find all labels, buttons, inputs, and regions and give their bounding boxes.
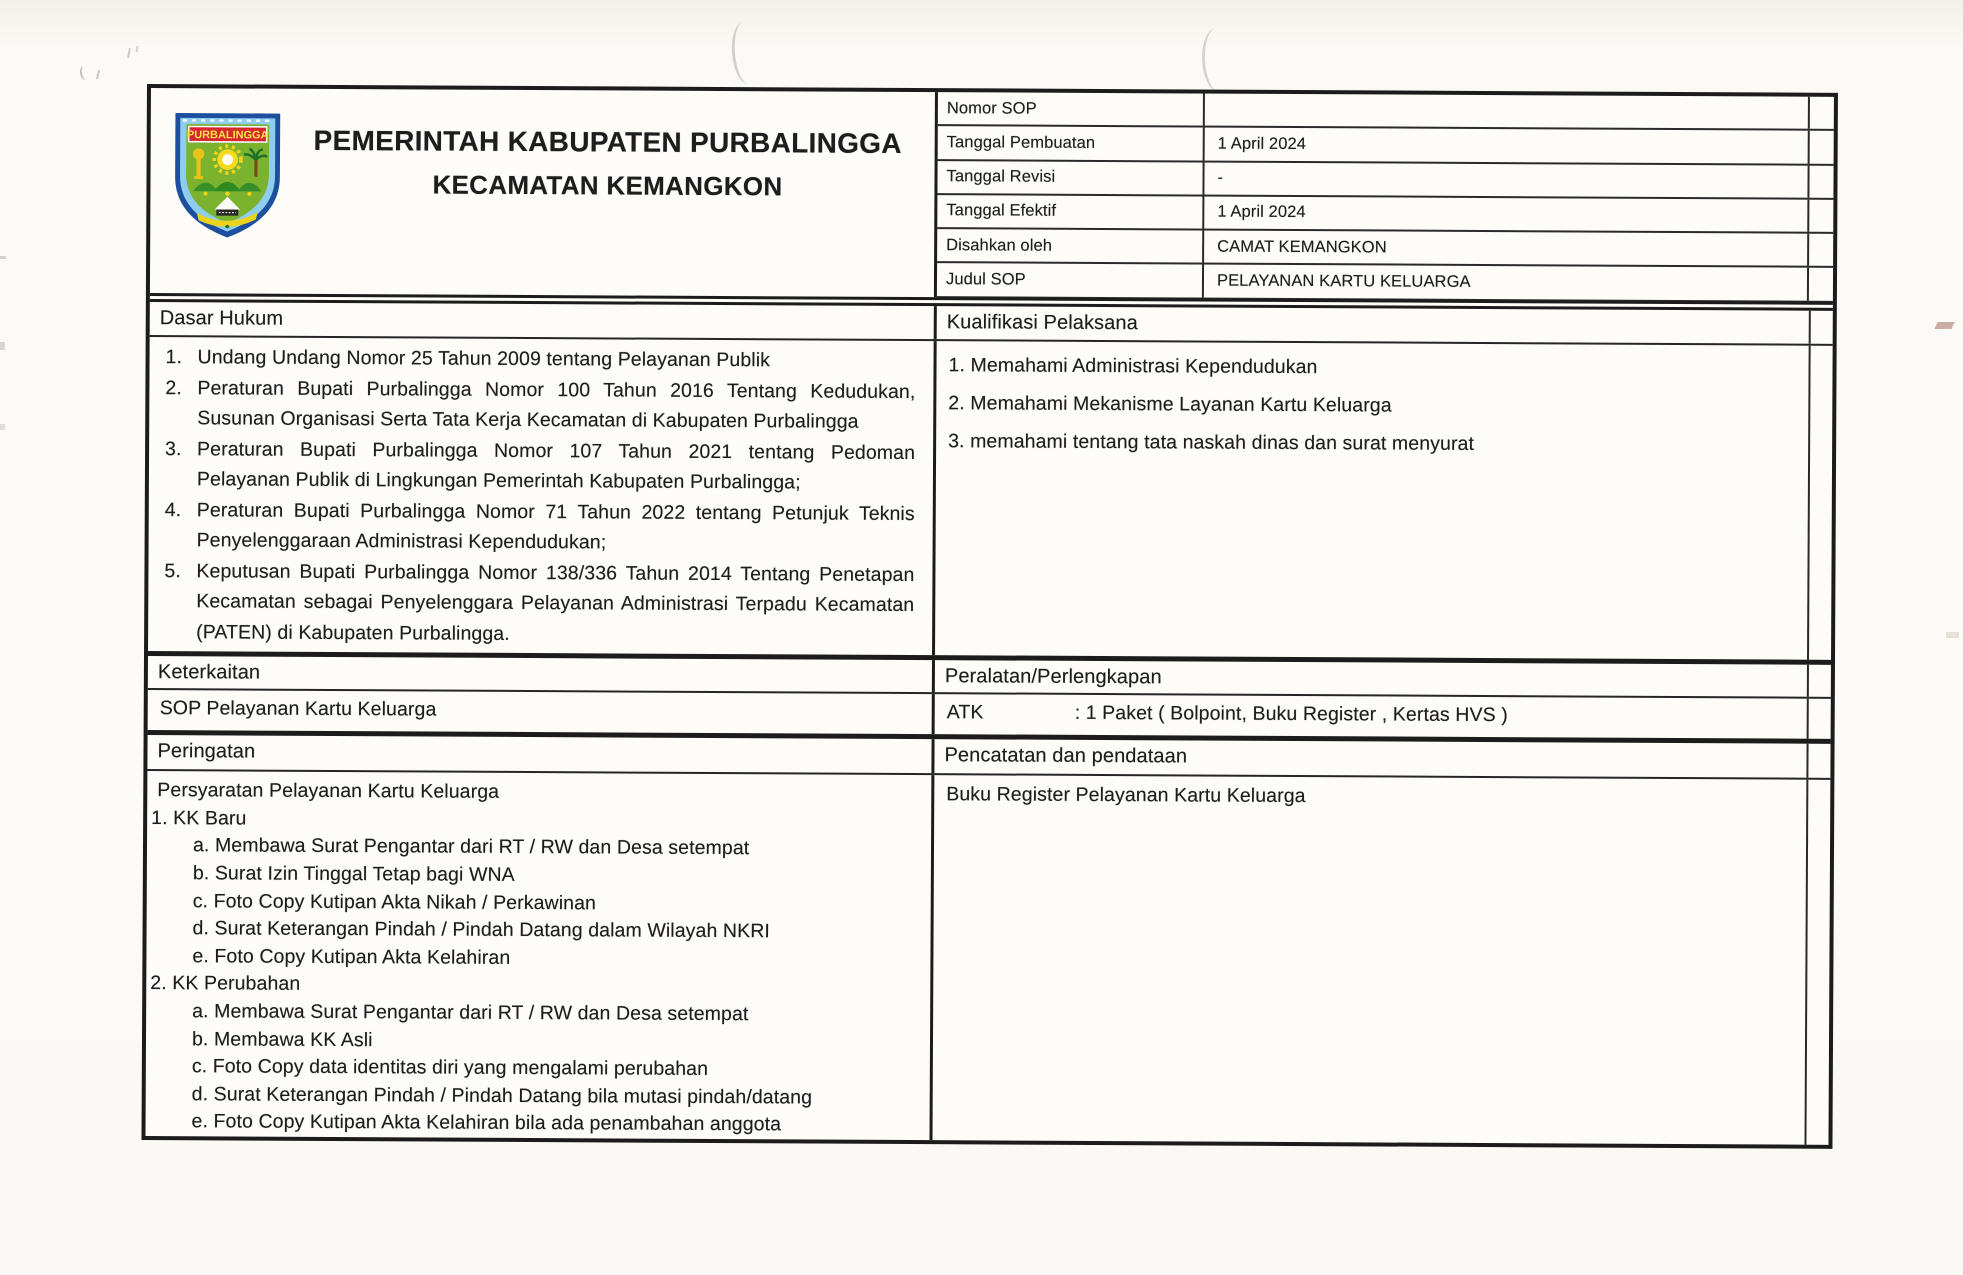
list-item: d. Surat Keterangan Pindah / Pindah Datang bila mutasi pindah/datang [191, 1083, 813, 1109]
edge-strip [1806, 744, 1830, 778]
meta-label: Tanggal Pembuatan [938, 126, 1205, 160]
meta-edge-strip [1809, 165, 1833, 197]
list-item: e. Foto Copy Kutipan Akta Kelahiran bila ada penambahan anggota [191, 1110, 782, 1136]
section-title-peralatan: Peralatan/Perlengkapan [944, 664, 1162, 688]
meta-value: CAMAT KEMANGKON [1204, 231, 1809, 266]
list-item-number: 4. [164, 498, 182, 522]
regency-seal-graphic [166, 108, 289, 243]
list-item-text: Peraturan Bupati Purbalingga Nomor 107 Tahun 2021 tentang Pedoman Pelayanan Publik di Lingkungan Pemerintah Kabupaten Purbalingga; [196, 438, 916, 494]
seal-banner-text: PURBALINGGA [186, 129, 269, 142]
equipment-label: ATK [946, 701, 984, 724]
edge-strip [1809, 311, 1833, 344]
list-item: e. Foto Copy Kutipan Akta Kelahiran [192, 945, 511, 969]
list-item-number: 5. [164, 559, 181, 583]
meta-row-tanggal-revisi [937, 161, 1833, 200]
meta-row-nomor-sop [938, 92, 1834, 131]
list-item-number: 1. [165, 346, 183, 369]
meta-row-disahkan-oleh [937, 229, 1833, 268]
group-heading: 1. KK Baru [151, 806, 247, 830]
list-item [165, 373, 921, 438]
meta-value: PELAYANAN KARTU KELUARGA [1204, 265, 1809, 300]
meta-row-judul-sop [937, 263, 1833, 302]
pencatatan-content: Buku Register Pelayanan Kartu Keluarga [946, 783, 1306, 808]
dasar-hukum-list [148, 337, 934, 654]
meta-row-tanggal-pembuatan [938, 126, 1834, 165]
section-title-kualifikasi-pelaksana: Kualifikasi Pelaksana [946, 311, 1138, 335]
list-item: b. Surat Izin Tinggal Tetap bagi WNA [192, 862, 515, 886]
section-title-peringatan: Peringatan [157, 740, 256, 763]
list-item: c. Foto Copy data identitas diri yang mengalami perubahan [191, 1055, 709, 1081]
section-title-pencatatan: Pencatatan dan pendataan [944, 744, 1188, 768]
section-title-dasar-hukum: Dasar Hukum [159, 307, 284, 331]
header-row [150, 88, 1834, 302]
list-item-text: Peraturan Bupati Purbalingga Nomor 100 Tahun 2016 Tentang Kedudukan, Susunan Organisasi Serta Tata Kerja Kecamatan di Kabupaten Purbalingga [197, 377, 916, 434]
letterhead-cell [150, 88, 935, 298]
scan-artifact-arc [729, 21, 762, 85]
list-item-text: Peraturan Bupati Purbalingga Nomor 71 Tahun 2022 tentang Petunjuk Teknis Penyelenggaraan Administrasi Kependudukan; [196, 499, 915, 554]
requirements-row [145, 771, 1830, 1145]
list-item: 3. memahami tentang tata naskah dinas dan surat menyurat [948, 430, 1475, 456]
legal-basis-row [148, 337, 1833, 659]
scan-artifact-arc [1200, 27, 1235, 93]
persyaratan-list [145, 771, 931, 1140]
meta-label: Tanggal Efektif [937, 195, 1204, 229]
sop-document-table [141, 84, 1838, 1149]
meta-row-tanggal-efektif [937, 195, 1833, 234]
list-item: a. Membawa Surat Pengantar dari RT / RW dan Desa setempat [192, 834, 750, 860]
org-name-line2: KECAMATAN KEMANGKON [432, 169, 783, 202]
list-item-text: Keputusan Bupati Purbalingga Nomor 138/336 Tahun 2014 Tentang Penetapan Kecamatan sebagai Penyelenggara Pelayanan Administrasi Terpadu Kecamatan (PATEN) di Kabupaten Purbalingga. [196, 560, 915, 645]
meta-label: Nomor SOP [938, 92, 1205, 126]
scan-artifact-pencil-mark [96, 70, 100, 79]
scan-artifact-pencil-mark [79, 65, 90, 80]
peralatan-content [935, 695, 1807, 739]
meta-edge-strip [1809, 268, 1833, 300]
scan-artifact-smudge [1934, 322, 1954, 329]
meta-value [1205, 94, 1810, 129]
meta-edge-strip [1810, 97, 1834, 129]
equipment-value: : 1 Paket ( Bolpoint, Buku Register , Kertas HVS ) [1074, 702, 1508, 727]
org-name-line1: PEMERINTAH KABUPATEN PURBALINGGA [313, 124, 902, 159]
list-item: a. Membawa Surat Pengantar dari RT / RW dan Desa setempat [192, 1000, 749, 1026]
meta-label: Tanggal Revisi [937, 161, 1204, 195]
meta-label: Disahkan oleh [937, 229, 1204, 263]
edge-strip [1807, 664, 1831, 697]
purbalingga-regency-seal [166, 108, 289, 243]
meta-edge-strip [1810, 131, 1834, 163]
scan-artifact-smudge [1946, 632, 1959, 638]
meta-edge-strip [1809, 234, 1833, 266]
list-item: b. Membawa KK Asli [191, 1027, 373, 1051]
edge-strip [1807, 346, 1833, 659]
scan-artifact-edge-tick [0, 256, 6, 259]
group-heading: 2. KK Perubahan [150, 972, 301, 996]
edge-strip [1807, 699, 1831, 739]
letterhead-text [288, 109, 926, 203]
list-item: d. Surat Keterangan Pindah / Pindah Datang dalam Wilayah NKRI [192, 917, 770, 943]
meta-value: - [1204, 162, 1809, 197]
kualifikasi-list [935, 342, 1809, 660]
list-item: 2. Memahami Mekanisme Layanan Kartu Keluarga [948, 392, 1392, 417]
list-item-number: 3. [165, 437, 182, 461]
scan-artifact-edge-tick [0, 342, 5, 350]
scan-artifact-pencil-mark [127, 48, 131, 58]
meta-value: 1 April 2024 [1205, 128, 1810, 163]
meta-value: 1 April 2024 [1204, 196, 1809, 231]
list-item [165, 434, 921, 499]
requirements-intro: Persyaratan Pelayanan Kartu Keluarga [157, 779, 500, 804]
scan-artifact-pencil-mark [136, 46, 139, 52]
keterkaitan-content: SOP Pelayanan Kartu Keluarga [159, 697, 437, 721]
list-item [165, 342, 921, 376]
list-item-text: Undang Undang Nomor 25 Tahun 2009 tentang Pelayanan Publik [197, 346, 771, 372]
meta-edge-strip [1809, 199, 1833, 231]
sop-meta-table [937, 92, 1834, 302]
list-item: c. Foto Copy Kutipan Akta Nikah / Perkawinan [192, 889, 597, 915]
list-item-number: 2. [165, 376, 182, 400]
section-title-keterkaitan: Keterkaitan [157, 660, 261, 684]
list-item [165, 495, 921, 560]
list-item [164, 556, 920, 651]
scan-artifact-edge-tick [0, 424, 5, 430]
meta-label: Judul SOP [937, 263, 1204, 297]
list-item: 1. Memahami Administrasi Kependudukan [948, 354, 1318, 379]
edge-strip [1804, 780, 1830, 1145]
